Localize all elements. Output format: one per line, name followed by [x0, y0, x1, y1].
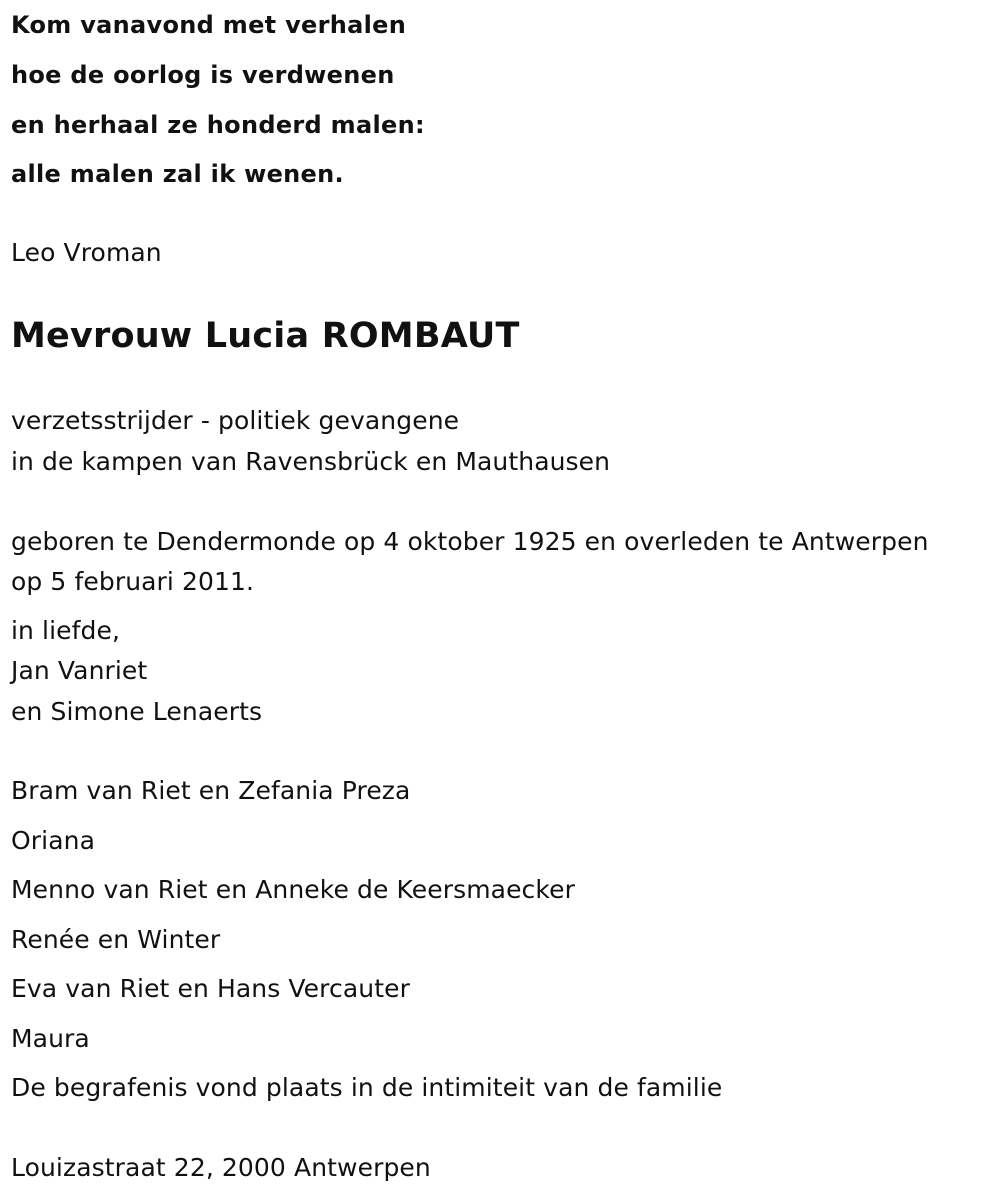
deceased-name: Mevrouw Lucia ROMBAUT — [11, 316, 520, 356]
poem-line: en herhaal ze honderd malen: — [11, 111, 425, 139]
family-member: Menno van Riet en Anneke de Keersmaecker — [11, 875, 575, 904]
poem-author: Leo Vroman — [11, 238, 162, 267]
birth-death-line: geboren te Dendermonde op 4 oktober 1925 en overleden te Antwerpen — [11, 527, 929, 556]
description-line: verzetsstrijder - politiek gevangene — [11, 406, 460, 435]
poem-line: hoe de oorlog is verdwenen — [11, 61, 395, 89]
family-member: Renée en Winter — [11, 925, 221, 954]
address: Louizastraat 22, 2000 Antwerpen — [11, 1153, 431, 1182]
description-line: in de kampen van Ravensbrück en Mauthausen — [11, 447, 611, 476]
family-member: Maura — [11, 1024, 90, 1053]
birth-death-line: op 5 februari 2011. — [11, 567, 255, 596]
family-member: Bram van Riet en Zefania Preza — [11, 776, 411, 805]
poem-line: Kom vanavond met verhalen — [11, 11, 407, 39]
family-member: Oriana — [11, 826, 95, 855]
mourners-intro: in liefde, — [11, 616, 121, 645]
poem-line: alle malen zal ik wenen. — [11, 160, 344, 188]
funeral-note: De begrafenis vond plaats in de intimiteit van de familie — [11, 1073, 723, 1102]
mourner-name: en Simone Lenaerts — [11, 697, 263, 726]
family-member: Eva van Riet en Hans Vercauter — [11, 974, 410, 1003]
mourner-name: Jan Vanriet — [11, 656, 148, 685]
